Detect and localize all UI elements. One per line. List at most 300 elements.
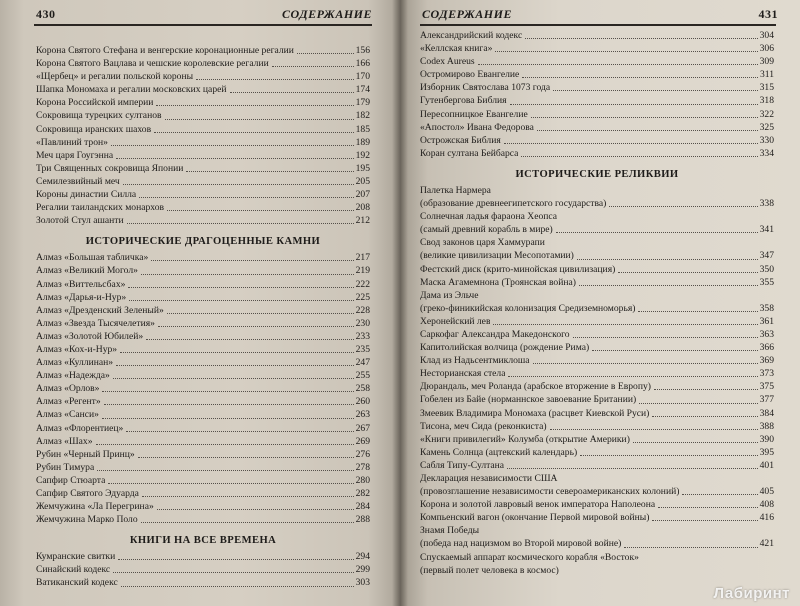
toc-entry[interactable] (36, 44, 370, 57)
toc-entry-page: 179 (355, 97, 370, 109)
section-heading: ИСТОРИЧЕСКИЕ РЕЛИКВИИ (515, 168, 679, 180)
toc-entry-page: 395 (759, 446, 774, 458)
toc-entry[interactable] (36, 369, 370, 382)
toc-entry-title: Меч царя Гоугэнна (36, 149, 114, 161)
toc-entry-page: 170 (355, 71, 370, 83)
toc-entry-title: (первый полет человека в космос) (420, 564, 559, 576)
toc-entry[interactable] (420, 197, 774, 210)
dot-leader (120, 352, 354, 353)
toc-entry-title: «Павлиний трон» (36, 136, 108, 148)
toc-entry-title: Корона Российской империи (36, 97, 154, 109)
dot-leader (104, 404, 354, 405)
toc-entry-title: (образование древнеегипетского государства) (420, 198, 607, 210)
toc-entry-page: 294 (355, 551, 370, 563)
toc-entry-title: Гутенбергова Библия (420, 95, 507, 107)
toc-entry-title: (провозглашение независимости североамериканских колоний) (420, 486, 680, 498)
toc-entry-page: 421 (759, 538, 774, 550)
toc-entry-page: 230 (355, 317, 370, 329)
dot-leader (624, 547, 757, 548)
toc-entry-page: 174 (355, 84, 370, 96)
toc-entry[interactable] (420, 134, 774, 147)
watermark-logo: Лабиринт (713, 585, 790, 602)
toc-entry-title: Синайский кодекс (36, 564, 111, 576)
toc-entry-title: Рубин «Черный Принц» (36, 448, 135, 460)
toc-entry[interactable] (420, 380, 774, 393)
header-rule (34, 24, 372, 26)
dot-leader (639, 403, 757, 404)
dot-leader (577, 259, 758, 260)
toc-entry-title: Алмаз «Дарья-и-Нур» (36, 291, 127, 303)
toc-entry-page: 388 (759, 420, 774, 432)
toc-entry-title: Алмаз «Флорентиец» (36, 422, 124, 434)
toc-entry[interactable] (36, 487, 370, 500)
section-heading: КНИГИ НА ВСЕ ВРЕМЕНА (129, 535, 277, 547)
toc-entry-title: Саркофаг Александра Македонского (420, 328, 570, 340)
toc-entry-title: Сапфир Стюарта (36, 474, 106, 486)
toc-entry-page: 338 (759, 198, 774, 210)
dot-leader (652, 520, 757, 521)
toc-entry[interactable] (36, 264, 370, 277)
toc-entry[interactable] (420, 276, 774, 289)
toc-entry-title: Гобелен из Байе (норманнское завоевание Британии) (420, 394, 637, 406)
toc-entry-title: (греко-финикийская колонизация Средиземноморья) (420, 302, 636, 314)
toc-entry-page: 182 (355, 110, 370, 122)
toc-entry[interactable] (420, 302, 774, 315)
dot-leader (116, 365, 354, 366)
toc-entry-page: 219 (355, 265, 370, 277)
toc-entry-title: Регалии таиландских монархов (36, 202, 165, 214)
toc-entry-page: 361 (759, 315, 774, 327)
toc-entry-title: Фестский диск (крито-минойская цивилизация) (420, 263, 616, 275)
dot-leader (592, 350, 757, 351)
toc-entry[interactable] (420, 315, 774, 328)
toc-entry-title: Изборник Святослава 1073 года (420, 82, 551, 94)
toc-group (36, 550, 370, 589)
toc-entry[interactable] (420, 511, 774, 524)
dot-leader (504, 143, 758, 144)
toc-entry[interactable] (36, 474, 370, 487)
toc-entry-page: 192 (355, 149, 370, 161)
toc-entry-title: Ватиканский кодекс (36, 577, 118, 589)
toc-entry-page: 375 (759, 381, 774, 393)
dot-leader (154, 132, 353, 133)
toc-entry[interactable] (420, 249, 774, 262)
toc-entry-title: Алмаз «Великий Могол» (36, 265, 138, 277)
dot-leader (142, 496, 354, 497)
toc-entry-page: 355 (759, 276, 774, 288)
toc-entry-page: 278 (355, 461, 370, 473)
toc-entry[interactable] (420, 407, 774, 420)
toc-entry[interactable] (36, 291, 370, 304)
dot-leader (682, 494, 757, 495)
toc-entry[interactable] (36, 175, 370, 188)
dot-leader (618, 272, 757, 273)
toc-entry-lead: Знамя Победы (420, 525, 480, 537)
dot-leader (138, 457, 354, 458)
dot-leader (633, 442, 758, 443)
dot-leader (533, 363, 758, 364)
toc-entry-title: Семилезвийный меч (36, 175, 120, 187)
toc-entry[interactable] (36, 70, 370, 83)
toc-entry-page: 195 (355, 162, 370, 174)
toc-entry-page: 350 (759, 263, 774, 275)
toc-entry[interactable] (36, 57, 370, 70)
toc-entry-title: Пересопницкое Евангелие (420, 108, 528, 120)
toc-entry[interactable] (36, 96, 370, 109)
toc-entry-page: 315 (759, 82, 774, 94)
dot-leader (510, 104, 758, 105)
toc-entry-page: 247 (355, 357, 370, 369)
toc-entry[interactable] (420, 147, 774, 160)
toc-group (36, 251, 370, 526)
toc-entry-title: Жемчужина Марко Поло (36, 514, 138, 526)
running-title: СОДЕРЖАНИЕ (282, 7, 372, 21)
dot-leader (579, 285, 758, 286)
toc-entry-page: 311 (759, 69, 774, 81)
dot-leader (111, 145, 354, 146)
toc-entry[interactable] (36, 513, 370, 526)
toc-entry-title: Компьенский вагон (окончание Первой мировой войны) (420, 512, 650, 524)
toc-entry[interactable] (36, 149, 370, 162)
toc-entry[interactable] (36, 278, 370, 291)
toc-entry-lead: Декларация независимости США (420, 473, 558, 484)
toc-entry-title: Александрийский кодекс (420, 30, 523, 41)
toc-entry[interactable] (420, 485, 774, 498)
toc-entry-page: 189 (355, 136, 370, 148)
toc-entry-title: Codex Aureus (420, 56, 475, 68)
toc-entry-title: Алмаз «Большая табличка» (36, 252, 149, 264)
toc-entry-title: (самый древний корабль в мире) (420, 224, 553, 236)
toc-entry-page: 369 (759, 355, 774, 367)
section-heading: ИСТОРИЧЕСКИЕ ДРАГОЦЕННЫЕ КАМНИ (85, 236, 321, 248)
running-title: СОДЕРЖАНИЕ (422, 7, 512, 21)
dot-leader (580, 455, 757, 456)
dot-leader (654, 389, 758, 390)
dot-leader (167, 210, 354, 211)
dot-leader (550, 429, 758, 430)
toc-entry[interactable] (36, 162, 370, 175)
toc-entry[interactable] (36, 251, 370, 264)
toc-entry-title: «Апостол» Ивана Федорова (420, 121, 534, 133)
toc-entry-title: Алмаз «Шах» (36, 435, 93, 447)
toc-entry-title: Корона и золотой лавровый венок императора Наполеона (420, 499, 656, 511)
toc-entry-title: Корона Святого Вацлава и чешские королевские регалии (36, 58, 269, 70)
toc-entry[interactable] (36, 448, 370, 461)
toc-entry-title: Алмаз «Виттельсбах» (36, 278, 126, 290)
toc-entry[interactable] (36, 356, 370, 369)
toc-entry[interactable] (36, 461, 370, 474)
toc-entry-page: 306 (759, 43, 774, 55)
toc-entry-lead: Свод законов царя Хаммурапи (420, 237, 545, 249)
toc-entry-title: Сокровища турецких султанов (36, 110, 162, 122)
toc-entry-title: Тисона, меч Сида (реконкиста) (420, 420, 547, 432)
dot-leader (102, 391, 353, 392)
toc-entry[interactable] (36, 136, 370, 149)
toc-entry-page: 325 (759, 121, 774, 133)
toc-entry-title: Несторианская стела (420, 368, 506, 380)
dot-leader (507, 468, 758, 469)
dot-leader (156, 105, 353, 106)
dot-leader (297, 53, 354, 54)
toc-entry[interactable] (36, 550, 370, 563)
toc-entry-page: 282 (355, 488, 370, 499)
dot-leader (97, 470, 353, 471)
toc-entry-title: Алмаз «Дрезденский Зеленый» (36, 304, 164, 316)
toc-entry[interactable] (36, 408, 370, 421)
dot-leader (186, 171, 353, 172)
dot-leader (658, 507, 757, 508)
toc-entry-page: 366 (759, 342, 774, 354)
dot-leader (113, 572, 353, 573)
dot-leader (553, 90, 757, 91)
toc-entry-page: 408 (759, 499, 774, 511)
toc-entry-title: «Щербец» и регалии польской короны (36, 71, 194, 83)
dot-leader (272, 66, 354, 67)
toc-group (420, 184, 774, 577)
toc-entry-title: Алмаз «Кох-и-Нур» (36, 343, 118, 355)
dot-leader (123, 184, 354, 185)
dot-leader (525, 38, 757, 39)
toc-entry-page: 341 (759, 224, 774, 236)
toc-entry-page: 318 (759, 95, 774, 107)
dot-leader (126, 431, 353, 432)
dot-leader (521, 156, 757, 157)
dot-leader (116, 158, 353, 159)
toc-entry-title: Жемчужина «Ла Перегрина» (36, 501, 154, 513)
toc-entry-title: Три Священных сокровища Японии (36, 162, 184, 174)
dot-leader (128, 287, 353, 288)
toc-entry-page: 233 (355, 330, 370, 342)
toc-entry-title: Алмаз «Орлов» (36, 383, 100, 395)
toc-entry-title: Алмаз «Санси» (36, 409, 99, 421)
toc-entry-page: 334 (759, 147, 774, 159)
toc-entry[interactable] (420, 68, 774, 81)
toc-entry[interactable] (36, 500, 370, 513)
toc-entry[interactable] (420, 223, 774, 236)
dot-leader (118, 559, 353, 560)
toc-entry[interactable] (420, 433, 774, 446)
toc-entry-page: 207 (355, 189, 370, 201)
toc-left (36, 44, 370, 590)
toc-entry-title: Дюрандаль, меч Роланда (арабское вторжение в Европу) (420, 381, 651, 393)
toc-entry[interactable] (420, 420, 774, 433)
toc-entry[interactable] (36, 576, 370, 589)
toc-entry[interactable] (420, 564, 774, 577)
toc-entry[interactable] (36, 123, 370, 136)
page-number: 431 (758, 7, 778, 21)
dot-leader (121, 586, 354, 587)
right-page (400, 0, 800, 606)
toc-entry[interactable] (420, 328, 774, 341)
toc-entry-title: (великие цивилизации Месопотамии) (420, 250, 574, 262)
dot-leader (537, 130, 758, 131)
toc-entry-title: Клад из Надьсентмиклоша (420, 355, 530, 367)
toc-group (420, 29, 774, 160)
book-gutter (392, 0, 408, 606)
dot-leader (108, 483, 353, 484)
dot-leader (96, 444, 354, 445)
toc-entry[interactable] (36, 304, 370, 317)
dot-leader (151, 260, 353, 261)
toc-right (420, 29, 774, 577)
toc-entry-page: 288 (355, 514, 370, 526)
toc-entry[interactable] (420, 29, 774, 42)
dot-leader (113, 378, 354, 379)
toc-entry-page: 222 (355, 278, 370, 290)
toc-entry[interactable] (420, 263, 774, 276)
toc-entry-page: 276 (355, 448, 370, 460)
toc-entry-page: 269 (355, 435, 370, 447)
dot-leader (141, 522, 354, 523)
dot-leader (531, 117, 758, 118)
dot-leader (508, 376, 757, 377)
toc-entry-title: Шапка Мономаха и регалии московских царей (36, 84, 227, 96)
dot-leader (129, 300, 353, 301)
dot-leader (609, 206, 757, 207)
toc-entry-page: 330 (759, 134, 774, 146)
dot-leader (230, 92, 354, 93)
toc-entry-page: 255 (355, 370, 370, 382)
toc-entry-title: Короны династии Силла (36, 189, 137, 201)
toc-entry[interactable] (36, 188, 370, 201)
toc-entry-page: 405 (759, 486, 774, 498)
toc-entry[interactable] (420, 393, 774, 406)
toc-entry-title: Алмаз «Регент» (36, 396, 101, 408)
toc-entry-page: 263 (355, 409, 370, 421)
toc-entry-page: 156 (355, 45, 370, 56)
toc-entry[interactable] (36, 317, 370, 330)
toc-entry[interactable] (420, 42, 774, 55)
dot-leader (556, 232, 758, 233)
toc-entry-page: 258 (355, 383, 370, 395)
toc-entry-title: Камень Солнца (ацтекский календарь) (420, 446, 578, 458)
toc-entry-page: 217 (355, 252, 370, 264)
toc-entry-page: 228 (355, 304, 370, 316)
toc-entry-lead: Солнечная ладья фараона Хеопса (420, 211, 558, 223)
toc-entry-title: Кумранские свитки (36, 551, 116, 563)
toc-entry-lead: Палетка Нармера (420, 184, 491, 196)
toc-entry-page: 205 (355, 175, 370, 187)
toc-entry-page: 299 (355, 564, 370, 576)
toc-entry-page: 358 (759, 302, 774, 314)
toc-entry-title: Алмаз «Золотой Юбилей» (36, 330, 144, 342)
toc-entry[interactable] (420, 498, 774, 511)
toc-entry-title: Маска Агамемнона (Троянская война) (420, 276, 576, 288)
toc-entry[interactable] (420, 94, 774, 107)
toc-entry-page: 284 (355, 501, 370, 513)
toc-entry-title: Корона Святого Стефана и венгерские коронационные регалии (36, 45, 294, 56)
toc-entry-page: 401 (759, 459, 774, 471)
toc-entry-page: 304 (759, 30, 774, 41)
toc-entry-page: 208 (355, 202, 370, 214)
toc-entry[interactable] (36, 422, 370, 435)
dot-leader (139, 197, 353, 198)
toc-entry[interactable] (36, 343, 370, 356)
toc-entry-title: Остромирово Евангелие (420, 69, 520, 81)
toc-entry[interactable] (36, 214, 370, 227)
toc-entry-title: Алмаз «Звезда Тысячелетия» (36, 317, 155, 329)
toc-entry-title: Херонейский лев (420, 315, 491, 327)
toc-entry[interactable] (36, 330, 370, 343)
dot-leader (652, 416, 757, 417)
toc-entry-page: 416 (759, 512, 774, 524)
toc-entry-page: 280 (355, 474, 370, 486)
dot-leader (167, 313, 354, 314)
toc-entry-page: 185 (355, 123, 370, 135)
dot-leader (638, 311, 757, 312)
toc-entry[interactable] (36, 395, 370, 408)
toc-entry[interactable] (36, 109, 370, 122)
toc-entry-page: 309 (759, 56, 774, 68)
toc-entry[interactable] (420, 367, 774, 380)
toc-entry-title: Коран султана Бейбарса (420, 147, 519, 159)
dot-leader (196, 79, 354, 80)
dot-leader (141, 274, 354, 275)
dot-leader (522, 77, 758, 78)
toc-entry-lead: Дама из Эльче (420, 289, 479, 301)
toc-entry-title: «Келлская книга» (420, 43, 493, 55)
toc-entry-title: Сабля Типу-Султана (420, 459, 505, 471)
toc-entry-title: «Книги привилегий» Колумба (открытие Америки) (420, 433, 630, 445)
toc-entry-page: 267 (355, 422, 370, 434)
toc-entry[interactable] (420, 121, 774, 134)
toc-entry-page: 303 (355, 577, 370, 589)
page-number: 430 (36, 7, 56, 21)
toc-entry[interactable] (420, 354, 774, 367)
dot-leader (165, 119, 354, 120)
dot-leader (495, 51, 757, 52)
toc-entry[interactable] (420, 55, 774, 68)
toc-entry-title: (победа над нацизмом во Второй мировой войне) (420, 538, 622, 550)
dot-leader (158, 326, 354, 327)
toc-entry-title: Сокровища иранских шахов (36, 123, 152, 135)
toc-entry[interactable] (36, 201, 370, 214)
toc-entry-page: 212 (355, 215, 370, 227)
toc-entry[interactable] (36, 382, 370, 395)
toc-entry-page: 166 (355, 58, 370, 70)
toc-entry[interactable] (420, 446, 774, 459)
toc-entry[interactable] (36, 435, 370, 448)
toc-entry[interactable] (420, 108, 774, 121)
toc-entry-title: Рубин Тимура (36, 461, 95, 473)
dot-leader (127, 223, 354, 224)
dot-leader (146, 339, 353, 340)
toc-entry[interactable] (420, 459, 774, 472)
dot-leader (157, 509, 354, 510)
toc-entry-page: 373 (759, 368, 774, 380)
toc-entry[interactable] (420, 81, 774, 94)
toc-entry-page: 322 (759, 108, 774, 120)
toc-entry[interactable] (36, 563, 370, 576)
toc-entry-title: Капитолийская волчица (рождение Рима) (420, 342, 590, 354)
toc-entry-title: Сапфир Святого Эдуарда (36, 488, 139, 499)
toc-entry-page: 363 (759, 328, 774, 340)
dot-leader (102, 418, 354, 419)
header-rule (420, 24, 776, 26)
dot-leader (478, 64, 758, 65)
toc-entry-title: Острожская Библия (420, 134, 501, 146)
toc-entry-page: 384 (759, 407, 774, 419)
toc-entry-page: 235 (355, 343, 370, 355)
toc-entry-title: Золотой Стул ашанти (36, 215, 124, 227)
toc-entry[interactable] (420, 537, 774, 550)
toc-entry[interactable] (36, 83, 370, 96)
toc-entry-page: 347 (759, 250, 774, 262)
toc-entry[interactable] (420, 341, 774, 354)
toc-entry-lead: Спускаемый аппарат космического корабля «Восток» (420, 551, 639, 563)
toc-group (36, 44, 370, 227)
toc-entry-page: 260 (355, 396, 370, 408)
